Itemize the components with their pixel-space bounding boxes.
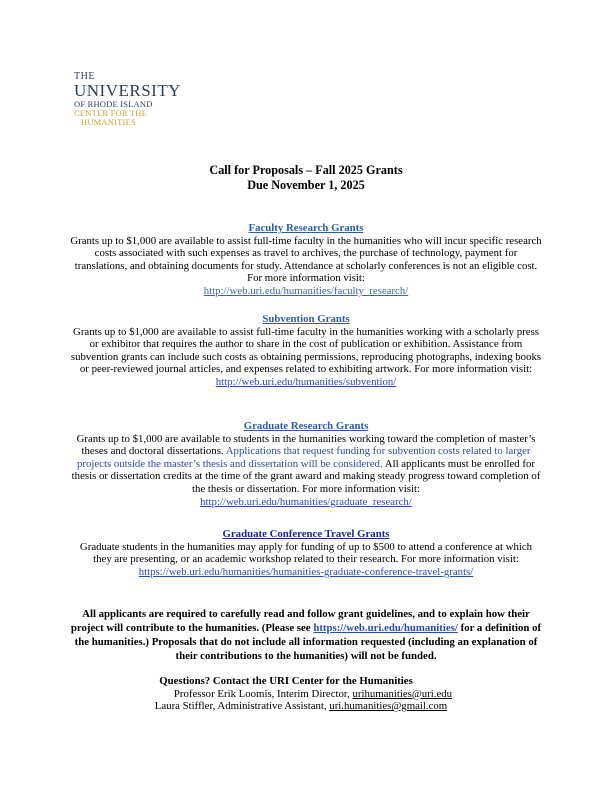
university-logo (74, 72, 181, 127)
assistant-email-link[interactable]: uri.humanities@gmail.com (329, 700, 448, 713)
graduate-research-title-link[interactable]: Graduate Research Grants (243, 420, 369, 432)
conference-travel-body: Graduate students in the humanities may apply for funding of up to $500 to attend a conference at which they are presenting, or an academic workshop related to their research. For more information visit: (79, 540, 533, 566)
page-title (0, 163, 612, 193)
conference-travel-title-link[interactable]: Graduate Conference Travel Grants (222, 528, 390, 540)
notice-part-1: All applicants are required to carefully read and follow grant guidelines, and to explain how their project will contribute to the humanities. (Please see (70, 608, 530, 634)
due-date: Due November 1, 2025 (247, 178, 365, 192)
humanities-definition-link[interactable]: https://web.uri.edu/humanities/ (313, 622, 458, 634)
contact-block (0, 675, 612, 713)
call-for-proposals-title: Call for Proposals – Fall 2025 Grants (209, 163, 403, 177)
subvention-section (70, 313, 542, 389)
faculty-research-title-link[interactable]: Faculty Research Grants (248, 222, 364, 234)
director-name: Professor Erik Loomis, Interim Director, (173, 687, 350, 700)
faculty-research-body: Grants up to $1,000 are available to assist full-time faculty in the humanities who will incur specific research costs associated with such expenses as travel to archives, the purchase of technology, payment for translations, and obtaining documents for study. Attendance at scholarly conferences is not an eligible cost. For more information visit: (70, 234, 542, 285)
logo-the: THE (74, 71, 95, 82)
conference-travel-section (70, 528, 542, 578)
notice-part-2: for a definition of the humanities.) Proposals that do not include all information requested (including an explanation of their contributions to the humanities) will not be funded. (74, 622, 542, 662)
faculty-research-section (70, 222, 542, 298)
logo-center-for-the: CENTER FOR THE (74, 108, 148, 118)
subvention-title-link[interactable]: Subvention Grants (262, 313, 350, 325)
faculty-research-url[interactable]: http://web.uri.edu/humanities/faculty_research/ (203, 284, 409, 297)
logo-rhode-island: OF RHODE ISLAND (74, 99, 153, 109)
subvention-url[interactable]: http://web.uri.edu/humanities/subvention/ (215, 375, 397, 388)
graduate-research-url[interactable]: http://web.uri.edu/humanities/graduate_research/ (200, 495, 412, 508)
subvention-body: Grants up to $1,000 are available to assist full-time faculty in the humanities working with a scholarly press or exhibitor that requires the author to share in the cost of publication or exhibition. Assistance from subvention grants can include such costs as obtaining permissions, reproducing photographs, indexing books or peer-reviewed journal articles, and expenses related to exhibiting artwork. For more information visit: (70, 325, 542, 376)
conference-travel-url[interactable]: https://web.uri.edu/humanities/humanities-graduate-conference-travel-grants/ (138, 565, 474, 578)
graduate-research-subvention-note: Applications that request funding for subvention costs related to larger projects outside the master’s thesis and dissertation will be considered. (77, 445, 531, 470)
contact-assistant (0, 700, 612, 713)
director-email-link[interactable]: urihumanities@uri.edu (352, 687, 453, 700)
graduate-research-body: Grants up to $1,000 are available to students in the humanities working toward the completion of master’s theses and doctoral dissertations. (76, 432, 536, 458)
applicant-notice (66, 607, 546, 663)
graduate-research-eligibility: All applicants must be enrolled for thesis or dissertation credits at the time of the grant award and making steady progress toward completion of the thesis or dissertation. For more information visit: (71, 457, 541, 495)
logo-humanities: HUMANITIES (81, 117, 136, 127)
contact-director (0, 688, 612, 701)
graduate-research-section (70, 420, 542, 508)
contact-question: Questions? Contact the URI Center for the Humanities (159, 675, 413, 687)
assistant-name: Laura Stiffler, Administrative Assistant, (154, 700, 327, 713)
logo-university: UNIVERSITY (74, 81, 181, 100)
